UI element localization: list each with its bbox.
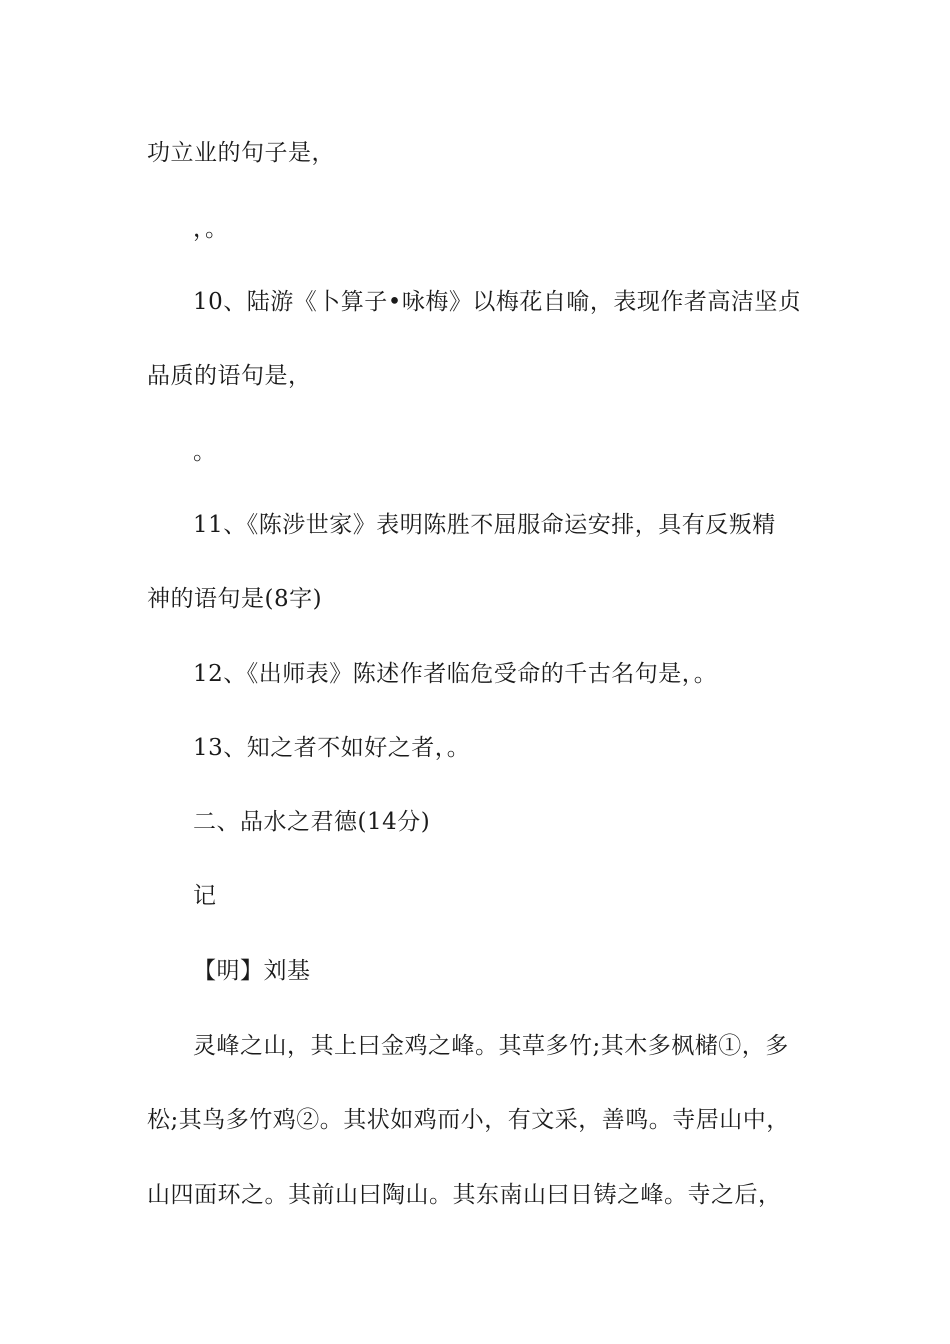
text-line: 灵峰之山，其上曰金鸡之峰。其草多竹;其木多枫槠①，多 bbox=[193, 1033, 789, 1059]
text-line: 功立业的句子是， bbox=[147, 140, 335, 166]
text-line: 品质的语句是， bbox=[147, 363, 312, 389]
section-heading: 二、品水之君德(14分) bbox=[193, 809, 431, 835]
text-line: 11、《陈涉世家》表明陈胜不屈服命运安排，具有反叛精 bbox=[193, 512, 776, 538]
text-line: 12、《出师表》陈述作者临危受命的千古名句是，。 bbox=[193, 661, 718, 687]
text-line: 10、陆游《卜算子•咏梅》以梅花自喻，表现作者高洁坚贞 bbox=[193, 289, 802, 315]
text-line: 山四面环之。其前山曰陶山。其东南山曰日铸之峰。寺之后， bbox=[147, 1182, 782, 1208]
text-line: 松;其鸟多竹鸡②。其状如鸡而小，有文采，善鸣。寺居山中， bbox=[147, 1107, 790, 1133]
text-line: ，。 bbox=[193, 216, 229, 242]
text-line: 。 bbox=[193, 439, 217, 465]
text-line: 神的语句是(8字) bbox=[147, 586, 323, 612]
text-author: 【明】刘基 bbox=[193, 958, 311, 984]
text-line: 13、知之者不如好之者，。 bbox=[193, 735, 471, 761]
text-title: 记 bbox=[193, 883, 217, 909]
